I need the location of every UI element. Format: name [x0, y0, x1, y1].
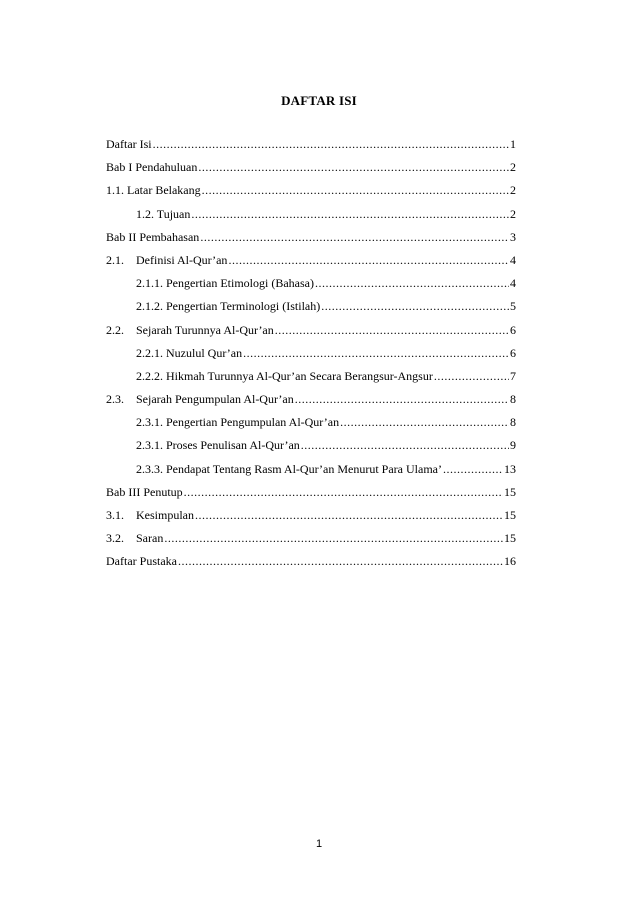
toc-entry-label: 1.1. Latar Belakang	[106, 183, 201, 198]
toc-entry-page: 2	[510, 183, 516, 198]
toc-entry	[106, 203, 516, 226]
toc-dot-leader	[178, 550, 503, 573]
toc-entry	[106, 342, 516, 365]
toc-entry-label: 2.1.2. Pengertian Terminologi (Istilah)	[136, 299, 321, 314]
toc-entry-label: 2.2.1. Nuzulul Qur’an	[136, 345, 243, 360]
toc-dot-leader	[153, 133, 509, 156]
toc-entry	[106, 481, 516, 504]
toc-entry	[106, 133, 516, 156]
toc-dot-leader	[198, 156, 509, 179]
toc-entry-label: 2.3.3. Pendapat Tentang Rasm Al-Qur’an Menurut Para Ulama’	[136, 461, 442, 476]
toc-dot-leader	[443, 458, 503, 481]
toc-entry-page: 7	[510, 368, 516, 383]
toc-entry	[106, 179, 516, 202]
toc-entry-number: 2.1.	[106, 252, 124, 267]
toc-entry	[106, 550, 516, 573]
toc-entry-page: 15	[504, 508, 516, 522]
toc-entry-label: 2.3.1. Pengertian Pengumpulan Al-Qur’an	[136, 415, 340, 430]
toc-entry-label: Bab I Pendahuluan	[106, 160, 198, 175]
toc-dot-leader	[295, 388, 509, 411]
toc-entry-label: Sejarah Pengumpulan Al-Qur’an	[136, 392, 294, 407]
toc-dot-leader	[275, 319, 509, 342]
toc-dot-leader	[200, 226, 509, 249]
toc-entry-page: 9	[510, 438, 516, 453]
toc-entry	[106, 458, 516, 481]
toc-entry-number: 3.1.	[106, 508, 124, 522]
toc-entry-number: 2.2.	[106, 322, 124, 337]
toc-entry	[106, 504, 516, 527]
toc-entry	[106, 295, 516, 318]
toc-entry	[106, 272, 516, 295]
toc-dot-leader	[184, 481, 503, 504]
table-of-contents	[106, 133, 516, 574]
toc-entry-page: 8	[510, 415, 516, 430]
toc-entry	[106, 156, 516, 179]
toc-entry-label: Kesimpulan	[136, 508, 194, 522]
toc-dot-leader	[301, 434, 509, 457]
toc-entry-page: 15	[504, 531, 516, 546]
toc-entry-page: 15	[504, 484, 516, 499]
toc-entry-page: 6	[510, 322, 516, 337]
toc-dot-leader	[202, 179, 509, 202]
toc-entry-label: 2.1.1. Pengertian Etimologi (Bahasa)	[136, 276, 314, 291]
toc-entry-page: 2	[510, 206, 516, 221]
toc-entry	[106, 388, 516, 411]
toc-dot-leader	[191, 203, 509, 226]
toc-entry-number: 3.2.	[106, 531, 124, 546]
toc-dot-leader	[228, 249, 509, 272]
toc-entry-page: 5	[510, 299, 516, 314]
toc-entry-label: Definisi Al-Qur’an	[136, 252, 228, 267]
toc-entry	[106, 365, 516, 388]
toc-dot-leader	[243, 342, 509, 365]
toc-entry-page: 2	[510, 160, 516, 175]
toc-entry-page: 4	[510, 276, 516, 291]
toc-entry-label: Daftar Isi	[106, 137, 152, 151]
toc-entry-label: Daftar Pustaka	[106, 554, 177, 569]
toc-entry-page: 6	[510, 345, 516, 360]
toc-entry	[106, 411, 516, 434]
toc-dot-leader	[321, 295, 509, 318]
toc-entry-label: Bab III Penutup	[106, 484, 183, 499]
toc-entry-label: Sejarah Turunnya Al-Qur’an	[136, 322, 274, 337]
toc-entry-page: 16	[504, 554, 516, 569]
toc-dot-leader	[195, 504, 503, 527]
toc-entry	[106, 527, 516, 550]
toc-entry-page: 8	[510, 392, 516, 407]
toc-dot-leader	[434, 365, 509, 388]
toc-entry-page: 13	[504, 461, 516, 476]
toc-entry	[106, 249, 516, 272]
toc-entry	[106, 319, 516, 342]
toc-entry	[106, 226, 516, 249]
toc-entry-page: 1	[510, 137, 516, 151]
toc-dot-leader	[164, 527, 503, 550]
toc-entry	[106, 434, 516, 457]
toc-entry-label: 1.2. Tujuan	[136, 206, 191, 221]
toc-entry-label: 2.2.2. Hikmah Turunnya Al-Qur’an Secara Berangsur-Angsur	[136, 368, 433, 383]
toc-entry-number: 2.3.	[106, 392, 124, 407]
toc-dot-leader	[315, 272, 509, 295]
toc-entry-label: Bab II Pembahasan	[106, 229, 200, 244]
toc-entry-label: 2.3.1. Proses Penulisan Al-Qur’an	[136, 438, 300, 453]
page-title: DAFTAR ISI	[281, 93, 357, 108]
page-number: 1	[315, 838, 323, 850]
toc-entry-label: Saran	[136, 531, 164, 546]
toc-dot-leader	[340, 411, 509, 434]
toc-entry-page: 4	[510, 252, 516, 267]
toc-entry-page: 3	[510, 229, 516, 244]
